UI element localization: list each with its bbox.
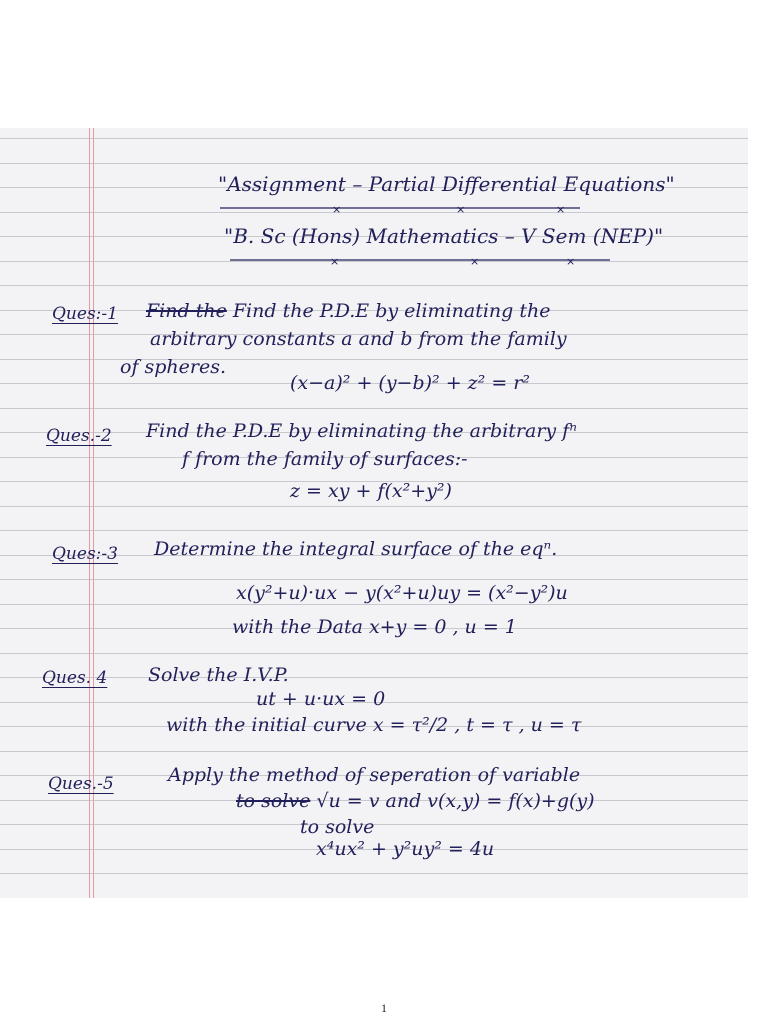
question-5-label: Ques.-5 (48, 774, 114, 794)
ruled-line (0, 604, 748, 605)
notebook-page (0, 128, 748, 898)
title-underline-1 (220, 200, 590, 216)
svg-text:×: × (456, 203, 466, 216)
ruled-line (0, 530, 748, 531)
question-1-line-3: of spheres. (120, 356, 227, 378)
ruled-line (0, 653, 748, 654)
question-5-text-2: √u = v and v(x,y) = f(x)+g(y) (316, 790, 595, 812)
question-1-text-1: Find the P.D.E by eliminating the (232, 300, 551, 322)
ruled-line (0, 138, 748, 139)
question-4-line-1: Solve the I.V.P. (148, 664, 289, 686)
ruled-line (0, 677, 748, 678)
question-5-line-2 (236, 790, 595, 812)
struck-text: to solve (236, 790, 311, 812)
question-1-label: Ques:-1 (52, 304, 118, 324)
svg-text:×: × (470, 255, 480, 268)
question-2-line-2: f from the family of surfaces:- (182, 448, 468, 470)
title-underline-2 (230, 252, 620, 268)
question-3-label: Ques:-3 (52, 544, 118, 564)
svg-text:×: × (556, 203, 566, 216)
question-2-equation: z = xy + f(x²+y²) (290, 480, 452, 502)
ruled-line (0, 579, 748, 580)
question-4-condition: with the initial curve x = τ²/2 , t = τ , u = τ (166, 714, 582, 736)
question-4-label: Ques. 4 (42, 668, 108, 688)
question-4-equation: ut + u·ux = 0 (256, 688, 386, 710)
page-number: 1 (381, 1001, 387, 1015)
question-3-condition: with the Data x+y = 0 , u = 1 (232, 616, 517, 638)
ruled-line (0, 359, 748, 360)
question-5-line-3: to solve (300, 816, 375, 838)
question-3-line-1: Determine the integral surface of the eqⁿ. (154, 538, 558, 560)
struck-text: Find the (146, 300, 227, 322)
question-1-line-1 (146, 300, 550, 322)
question-3-equation: x(y²+u)·ux − y(x²+u)uy = (x²−y²)u (236, 582, 568, 604)
question-5-equation: x⁴ux² + y²uy² = 4u (316, 838, 495, 860)
question-1-equation: (x−a)² + (y−b)² + z² = r² (290, 372, 530, 394)
question-2-label: Ques.-2 (46, 426, 112, 446)
question-1-line-2: arbitrary constants a and b from the family (150, 328, 567, 350)
question-2-line-1: Find the P.D.E by eliminating the arbitrary fⁿ (146, 420, 577, 442)
assignment-title: "Assignment – Partial Differential Equations" (218, 172, 675, 196)
ruled-line (0, 285, 748, 286)
svg-text:×: × (330, 255, 340, 268)
course-subtitle: "B. Sc (Hons) Mathematics – V Sem (NEP)" (224, 224, 664, 248)
svg-text:×: × (332, 203, 342, 216)
svg-text:×: × (566, 255, 576, 268)
ruled-line (0, 873, 748, 874)
ruled-line (0, 163, 748, 164)
ruled-line (0, 408, 748, 409)
ruled-line (0, 506, 748, 507)
ruled-line (0, 751, 748, 752)
question-5-line-1: Apply the method of seperation of variable (168, 764, 581, 786)
